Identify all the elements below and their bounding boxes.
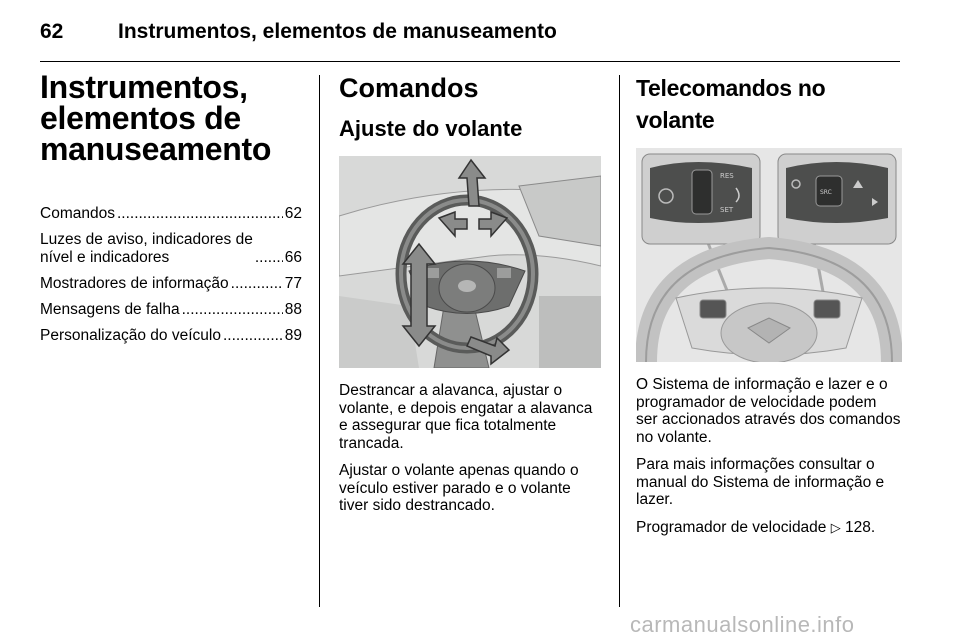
page-header <box>40 20 920 50</box>
body-paragraph: Ajustar o volante apenas quando o veículo estiver parado e o volante tiver sido destrancado. <box>339 462 579 514</box>
column-divider <box>619 75 620 607</box>
toc-entry-text: Mostradores de informação <box>40 275 229 292</box>
toc-leader-dots <box>117 205 283 223</box>
toc-entry[interactable] <box>40 301 302 319</box>
toc-entry-page: 89 <box>284 327 302 344</box>
cross-reference[interactable] <box>636 519 902 537</box>
triangle-reference-icon: ▷ <box>830 519 841 535</box>
column-divider <box>319 75 320 607</box>
toc-entry[interactable] <box>40 205 302 223</box>
body-text <box>339 382 603 515</box>
watermark: carmanualsonline.info <box>630 612 855 637</box>
toc-entry-page: 62 <box>284 205 302 222</box>
toc-entry-text: Mensagens de falha <box>40 301 180 318</box>
section-title: Comandos <box>339 73 479 103</box>
body-paragraph: Para mais informações consultar o manual do Sistema de informação e lazer. <box>636 456 885 508</box>
svg-text:SET: SET <box>720 206 734 214</box>
toc-entry[interactable] <box>40 327 302 345</box>
body-text <box>636 376 902 536</box>
chapter-column <box>40 69 302 353</box>
cross-reference-page: 128. <box>845 518 876 536</box>
toc-entry[interactable] <box>40 231 302 267</box>
controls-column <box>339 72 603 525</box>
svg-text:RES: RES <box>720 172 734 180</box>
toc-entry-page: 66 <box>284 249 302 266</box>
section-title: Telecomandos no volante <box>636 75 826 133</box>
toc-entry-text: Personalização do veículo <box>40 327 221 344</box>
remote-controls-column <box>636 72 902 546</box>
toc-leader-dots <box>255 249 283 267</box>
body-paragraph: Destrancar a alavanca, ajustar o volante, e depois engatar a alavanca e assegurar que fica totalmente trancada. <box>339 382 593 452</box>
svg-text:SRC: SRC <box>820 189 832 196</box>
steering-wheel-adjust-illustration <box>339 156 601 368</box>
toc-leader-dots <box>223 327 283 345</box>
toc-leader-dots <box>231 275 283 293</box>
running-title: Instrumentos, elementos de manuseamento <box>118 20 557 43</box>
page-number: 62 <box>40 20 64 43</box>
chapter-title: Instrumentos, elementos de manuseamento <box>40 69 272 167</box>
toc-entry-page: 77 <box>284 275 302 292</box>
toc-leader-dots <box>182 301 283 319</box>
subsection-title: Ajuste do volante <box>339 116 523 141</box>
steering-wheel-controls-drawing <box>636 148 902 362</box>
steering-wheel-adjust-drawing <box>339 156 601 368</box>
body-paragraph: O Sistema de informação e lazer e o programador de velocidade podem ser accionados através dos comandos no volante. <box>636 376 901 446</box>
toc-entry[interactable] <box>40 275 302 293</box>
table-of-contents <box>40 205 302 345</box>
header-rule <box>40 61 900 62</box>
toc-entry-page: 88 <box>284 301 302 318</box>
cross-reference-text: Programador de velocidade <box>636 518 827 536</box>
steering-wheel-controls-illustration <box>636 148 902 362</box>
toc-entry-text: Comandos <box>40 205 115 222</box>
toc-entry-text: Luzes de aviso, indicadores de nível e indicadores <box>40 231 253 266</box>
